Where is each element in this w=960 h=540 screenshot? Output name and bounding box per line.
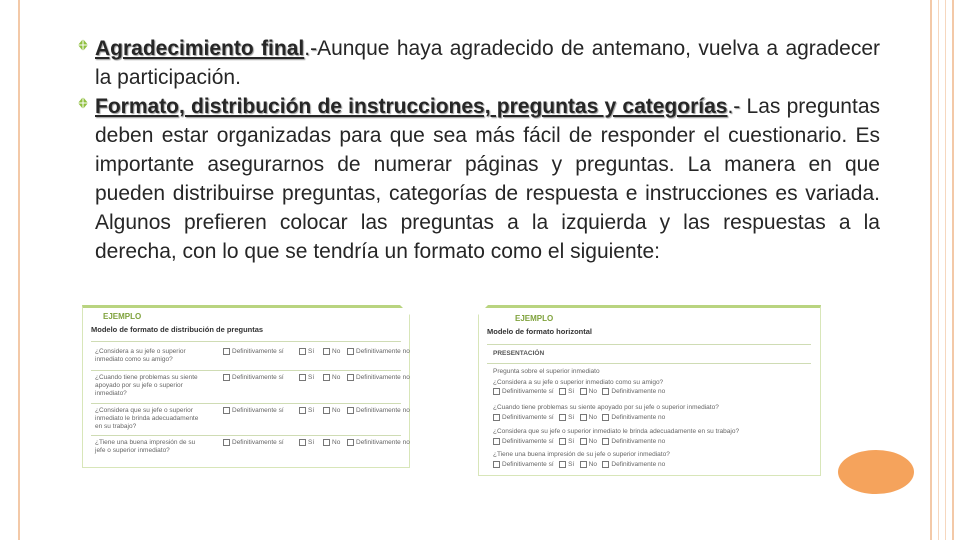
divider bbox=[487, 363, 811, 364]
option-row: No bbox=[323, 407, 340, 415]
bullet-item-1 bbox=[76, 34, 880, 92]
option-row: Sí bbox=[299, 407, 314, 415]
bullet-separator: .- bbox=[304, 37, 318, 60]
example-title: Modelo de formato de distribución de preguntas bbox=[91, 325, 264, 334]
question-text: ¿Considera a su jefe o superior inmediato como su amigo? bbox=[95, 348, 186, 363]
option-row: No bbox=[323, 439, 340, 447]
option-row: Definitivamente no bbox=[347, 374, 410, 382]
example-tag: EJEMPLO bbox=[103, 312, 142, 321]
slide-body bbox=[76, 34, 880, 266]
option-row: Sí bbox=[299, 374, 314, 382]
option-row: Definitivamente sí Sí No Definitivamente no bbox=[493, 388, 665, 396]
example-image-vertical-format bbox=[82, 305, 410, 468]
decorative-orange-circle bbox=[838, 450, 914, 494]
option-row: Sí bbox=[299, 439, 314, 447]
option-row: Definitivamente sí bbox=[223, 374, 284, 382]
option-row: No bbox=[323, 348, 340, 356]
question-text: ¿Tiene una buena impresión de su jefe o superior inmediato? bbox=[95, 439, 196, 454]
option-row: No bbox=[323, 374, 340, 382]
example-image-horizontal-format bbox=[478, 305, 821, 476]
example-tag: EJEMPLO bbox=[515, 314, 554, 323]
option-row: Definitivamente sí Sí No Definitivamente no bbox=[493, 414, 665, 422]
corner-fold-icon bbox=[478, 305, 488, 315]
option-row: Definitivamente sí Sí No Definitivamente no bbox=[493, 438, 665, 446]
slide-frame-right-inner bbox=[938, 0, 946, 540]
bullet-term: Agradecimiento final bbox=[95, 37, 305, 60]
question-text: Pregunta sobre el superior inmediato bbox=[493, 368, 600, 375]
option-row: Definitivamente sí bbox=[223, 439, 284, 447]
option-row: Definitivamente no bbox=[347, 407, 410, 415]
corner-fold-icon bbox=[400, 305, 410, 315]
option-row: Sí bbox=[299, 348, 314, 356]
option-row: Definitivamente no bbox=[347, 439, 410, 447]
bullet-separator: .- bbox=[727, 95, 741, 118]
option-row: Definitivamente sí bbox=[223, 407, 284, 415]
option-row: Definitivamente sí Sí No Definitivamente no bbox=[493, 461, 665, 469]
option-row: Definitivamente sí bbox=[223, 348, 284, 356]
diamond-bullet-icon bbox=[76, 96, 90, 110]
question-text: ¿Cuando tiene problemas su siente apoyado por su jefe o superior inmediato? bbox=[95, 374, 198, 397]
diamond-bullet-icon bbox=[76, 38, 90, 52]
question-text: ¿Tiene una buena impresión de su jefe o superior inmediato? bbox=[493, 451, 670, 458]
question-text: ¿Cuando tiene problemas su siente apoyado por su jefe o superior inmediato? bbox=[493, 404, 719, 411]
divider bbox=[91, 341, 401, 342]
question-text: ¿Considera que su jefe o superior inmediato le brinda adecuadamente en su trabajo? bbox=[493, 428, 740, 435]
question-text: ¿Considera que su jefe o superior inmediato le brinda adecuadamente en su trabajo? bbox=[95, 407, 199, 430]
bullet-item-2 bbox=[76, 92, 880, 266]
example-title: Modelo de formato horizontal bbox=[487, 327, 592, 336]
question-text: ¿Considera a su jefe o superior inmediato como su amigo? bbox=[493, 379, 664, 386]
divider bbox=[91, 403, 401, 404]
slide-frame-left bbox=[18, 0, 20, 540]
option-row: Definitivamente no bbox=[347, 348, 410, 356]
divider bbox=[487, 344, 811, 345]
divider bbox=[91, 370, 401, 371]
bullet-text: Aunque haya agradecido de antemano, vuelva a agradecer la participación. bbox=[95, 37, 881, 89]
bullet-term: Formato, distribución de instrucciones, preguntas y categorías bbox=[95, 95, 728, 118]
section-heading: PRESENTACIÓN bbox=[493, 350, 545, 357]
divider bbox=[91, 435, 401, 436]
bullet-text: Las preguntas deben estar organizadas para que sea más fácil de responder el cuestionario. Es importante asegurarnos de numerar páginas y preguntas. La manera en que pueden distribuirse preguntas, categorías de respuesta e instrucciones es variada. Algunos prefieren colocar las preguntas a la izquierda y las respuestas a la derecha, con lo que se tendría un formato como el siguiente: bbox=[95, 95, 881, 263]
